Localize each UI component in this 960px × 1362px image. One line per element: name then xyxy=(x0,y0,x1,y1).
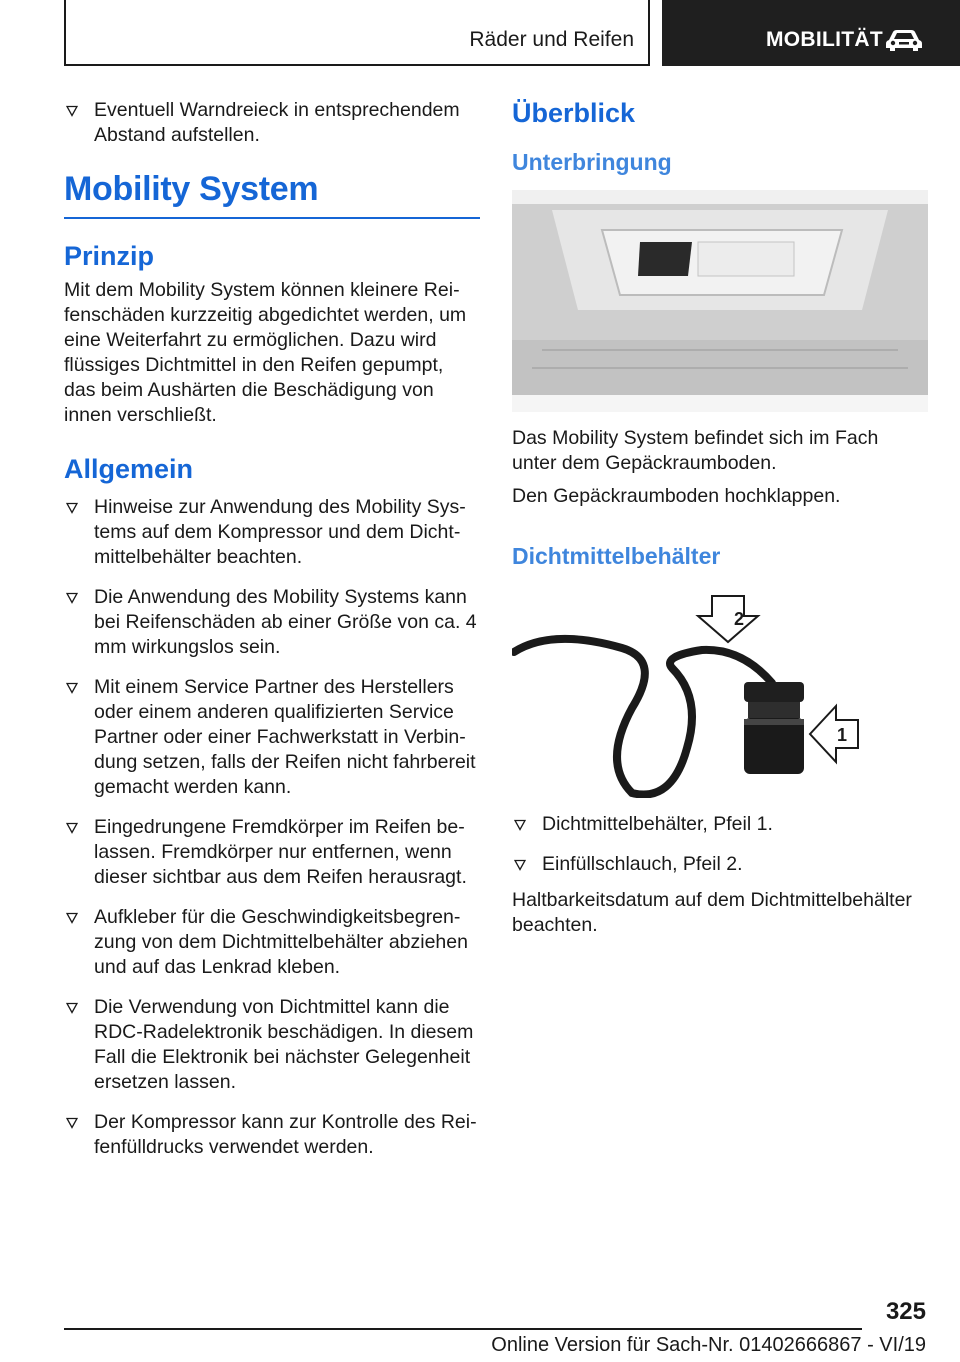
triangle-bullet-icon xyxy=(66,502,78,514)
triangle-bullet-icon xyxy=(66,105,78,117)
left-column xyxy=(64,98,480,1175)
callout-1: 1 xyxy=(837,725,848,745)
list-item xyxy=(64,675,480,800)
chapter-tab-label: MOBILITÄT xyxy=(766,28,884,51)
dichtmittel-list xyxy=(512,812,928,877)
list-item xyxy=(64,495,480,570)
dichtmittel-heading: Dichtmittelbehälter xyxy=(512,543,721,569)
list-item xyxy=(64,815,480,890)
intro-list xyxy=(64,98,480,148)
unterbringung-text-2: Den Gepäckraumboden hochklappen. xyxy=(512,485,841,507)
unterbringung-text-1: Das Mobility System befindet sich im Fach unter dem Gepäckraumboden. xyxy=(512,427,879,474)
prinzip-text: Mit dem Mobility System können kleinere Reifenschäden kurzzeitig abgedichtet werden, um eine Weiterfahrt zu ermöglichen. Dazu wird flüssiges Dichtmittel in den Reifen gepumpt, das beim Aushärten die Beschädigung von innen verschließt. xyxy=(64,279,467,426)
triangle-bullet-icon xyxy=(66,1117,78,1129)
triangle-bullet-icon xyxy=(66,912,78,924)
trunk-illustration xyxy=(512,190,928,412)
triangle-bullet-icon xyxy=(514,859,526,871)
list-item-text: Dichtmittelbehälter, Pfeil 1. xyxy=(542,813,773,835)
sealant-container-illustration xyxy=(512,588,928,798)
trunk-photo xyxy=(512,190,928,412)
car-icon xyxy=(884,26,924,54)
section-title: Räder und Reifen xyxy=(469,28,634,51)
page-number: 325 xyxy=(885,1298,926,1325)
allgemein-list xyxy=(64,495,480,1160)
list-item-text: Die Anwendung des Mobility Systems kann bei Reifenschäden ab einer Größe von ca. 4 mm wirkungslos sein. xyxy=(94,586,477,658)
sealant-diagram xyxy=(512,588,928,798)
dichtmittel-text: Haltbarkeitsdatum auf dem Dichtmittelbehälter beachten. xyxy=(512,889,912,936)
list-item-text: Hinweise zur Anwendung des Mobility Systems auf dem Kompressor und dem Dichtmittelbehälter beachten. xyxy=(94,496,466,568)
triangle-bullet-icon xyxy=(66,592,78,604)
ueberblick-heading: Überblick xyxy=(512,98,636,128)
prinzip-heading: Prinzip xyxy=(64,241,155,271)
unterbringung-heading: Unterbringung xyxy=(512,149,672,175)
triangle-bullet-icon xyxy=(66,1002,78,1014)
list-item-text: Aufkleber für die Geschwindigkeitsbegrenzung von dem Dichtmittelbehälter abziehen und auf das Lenkrad kleben. xyxy=(94,906,468,978)
list-item-text: Eventuell Warndreieck in entsprechendem Abstand aufstellen. xyxy=(94,99,460,146)
section-header-box xyxy=(64,0,650,66)
chapter-tab xyxy=(662,0,960,66)
page-header xyxy=(0,0,960,66)
list-item-text: Eingedrungene Fremdkörper im Reifen belassen. Fremdkörper nur entfernen, wenn dieser sichtbar aus dem Reifen herausragt. xyxy=(94,816,467,888)
allgemein-heading: Allgemein xyxy=(64,454,194,484)
triangle-bullet-icon xyxy=(66,822,78,834)
list-item-text: Einfüllschlauch, Pfeil 2. xyxy=(542,853,743,875)
list-item xyxy=(64,1110,480,1160)
list-item-text: Mit einem Service Partner des Herstellers oder einem anderen qualifizierten Service Partner oder einer Fachwerkstatt in Verbindung setzen, falls der Reifen nicht fahrbereit gemacht werden kann. xyxy=(94,676,476,798)
chapter-title: Mobility System xyxy=(64,170,480,219)
callout-2: 2 xyxy=(734,609,745,629)
online-version-note: Online Version für Sach-Nr. 01402666867 - VI/19 xyxy=(491,1334,926,1356)
footer-divider xyxy=(64,1328,862,1330)
list-item xyxy=(64,995,480,1095)
triangle-bullet-icon xyxy=(66,682,78,694)
list-item xyxy=(64,905,480,980)
list-item xyxy=(512,812,928,837)
list-item xyxy=(64,585,480,660)
triangle-bullet-icon xyxy=(514,819,526,831)
list-item-text: Der Kompressor kann zur Kontrolle des Reifenfülldrucks verwendet werden. xyxy=(94,1111,477,1158)
list-item-text: Die Verwendung von Dichtmittel kann die RDC-Radelektronik beschädigen. In diesem Fall die Elektronik bei nächster Gelegenheit ersetzen lassen. xyxy=(94,996,474,1093)
right-column xyxy=(512,98,928,946)
list-item xyxy=(64,98,480,148)
list-item xyxy=(512,852,928,877)
